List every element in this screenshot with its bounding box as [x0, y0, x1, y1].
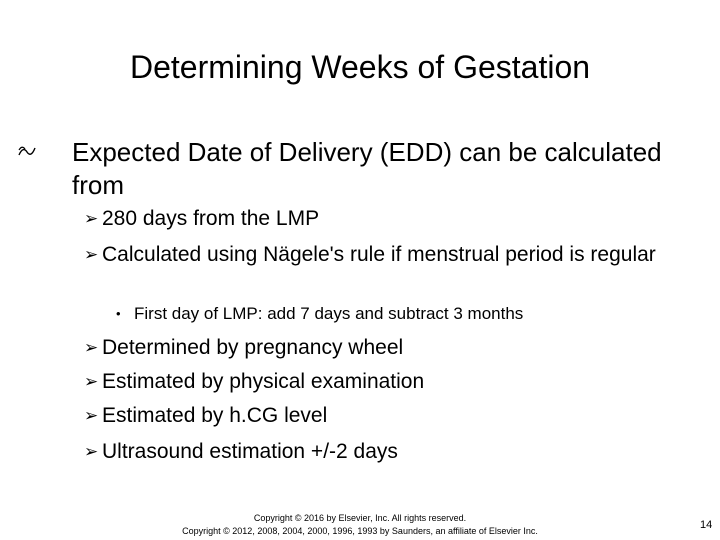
- list-item-text: Estimated by physical examination: [102, 370, 425, 393]
- sub-list-item-text: First day of LMP: add 7 days and subtract 3 months: [134, 304, 524, 323]
- copyright-line-1: Copyright © 2016 by Elsevier, Inc. All rights reserved.: [253, 513, 467, 523]
- footer-copyright: [120, 512, 600, 538]
- arrow-bullet-icon: ➢: [84, 372, 99, 391]
- main-bullet-text: Expected Date of Delivery (EDD) can be calculated from: [72, 137, 662, 200]
- dot-bullet-icon: •: [116, 306, 121, 321]
- list-item-text: Determined by pregnancy wheel: [102, 336, 404, 359]
- copyright-line-2: Copyright © 2012, 2008, 2004, 2000, 1996, 1993 by Saunders, an affiliate of Elsevier Inc.: [182, 526, 538, 536]
- list-item-text: 280 days from the LMP: [102, 207, 320, 230]
- arrow-bullet-icon: ➢: [84, 338, 99, 357]
- list-item-text: Ultrasound estimation +/-2 days: [102, 440, 398, 463]
- list-item-text: Estimated by h.CG level: [102, 404, 328, 427]
- arrow-bullet-icon: ➢: [84, 245, 99, 264]
- arrow-bullet-icon: ➢: [84, 406, 99, 425]
- page-number: 14: [700, 519, 713, 531]
- list-item-text: Calculated using Nägele's rule if menstrual period is regular: [102, 243, 656, 266]
- arrow-bullet-icon: ➢: [84, 209, 99, 228]
- slide-title: Determining Weeks of Gestation: [129, 49, 591, 85]
- arrow-bullet-icon: ➢: [84, 442, 99, 461]
- decorative-bullet-icon: [18, 141, 38, 163]
